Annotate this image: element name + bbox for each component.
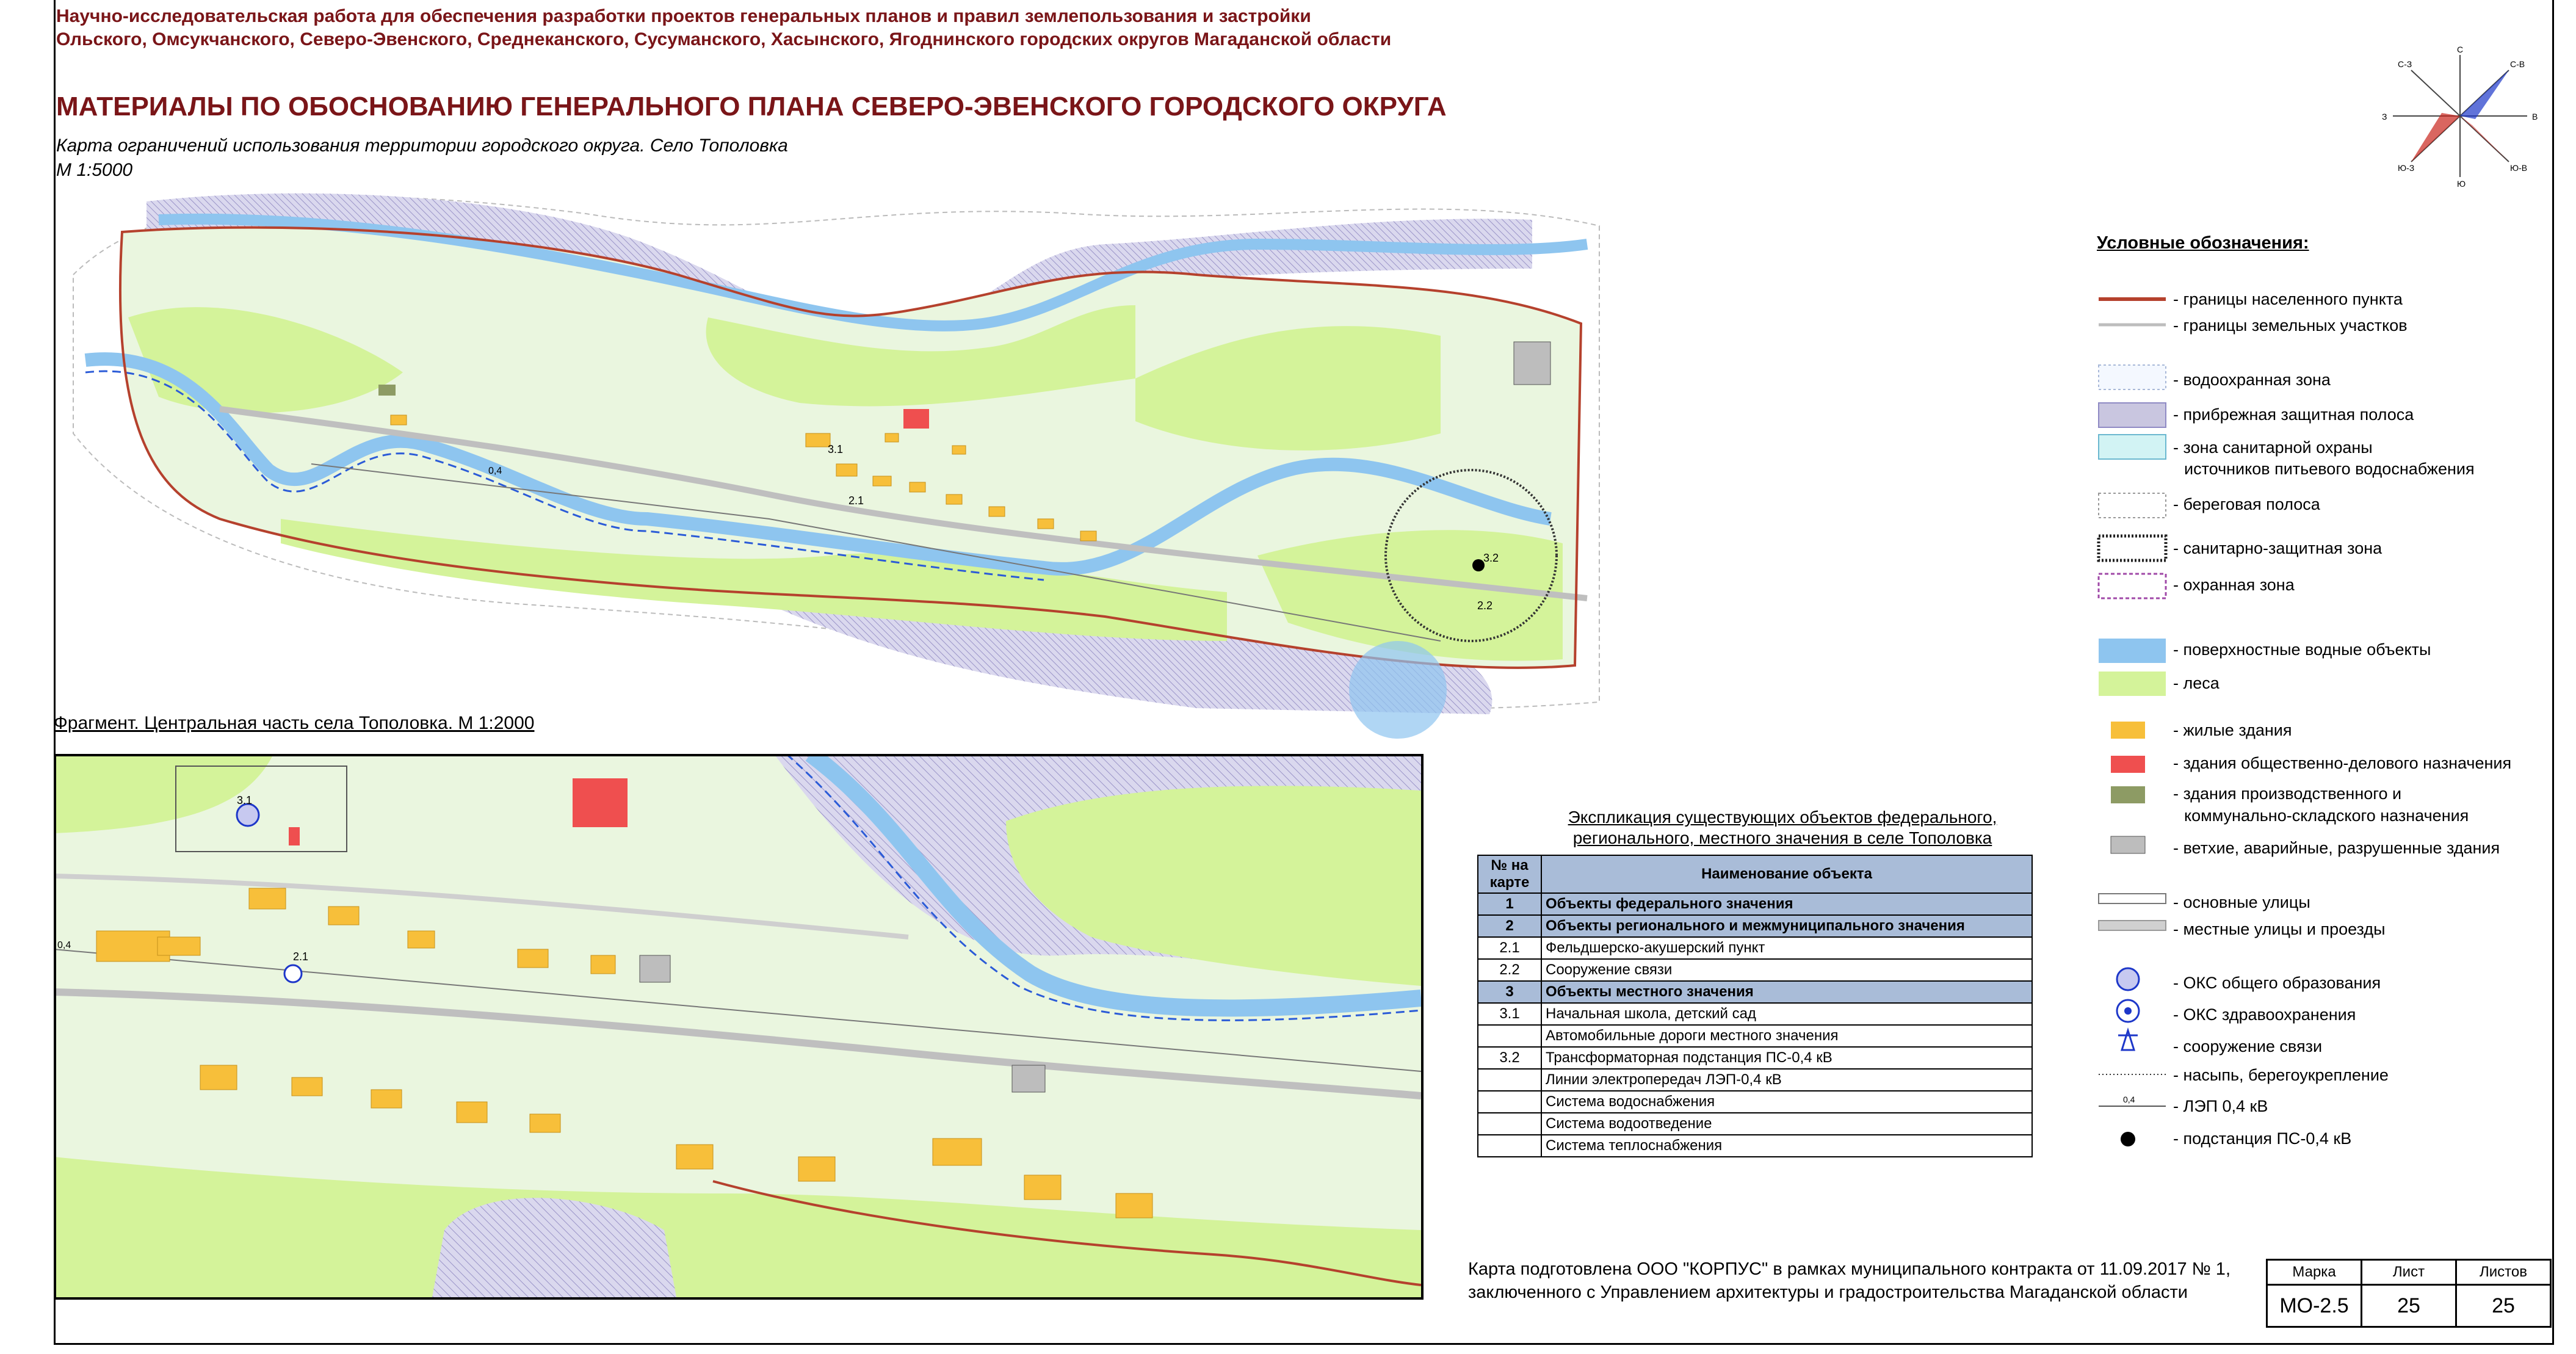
- explication-col-num: № на карте: [1478, 855, 1541, 893]
- explication-row: [1478, 1135, 2032, 1157]
- explication-row-num: [1478, 1091, 1541, 1113]
- public-building: [903, 409, 929, 429]
- label-comms: 2.2: [1477, 599, 1493, 612]
- compass-sw: Ю-З: [2398, 163, 2415, 173]
- explication-row-num: [1478, 1025, 1541, 1047]
- explication-row: [1478, 981, 2032, 1003]
- legend-swatch-sanitary-zone: [2099, 536, 2166, 560]
- compass-e: В: [2532, 112, 2538, 121]
- legend-swatch-public: [2111, 756, 2145, 773]
- stamp-header-mark: Марка: [2267, 1260, 2362, 1285]
- legend-item-power-line: - ЛЭП 0,4 кВ: [2173, 1097, 2268, 1115]
- project-header-line2: Ольского, Омсукчанского, Северо-Эвенского, Среднеканского, Сусуманского, Хасынского, Ягоднинского городских округов Магаданской области: [56, 29, 1392, 49]
- legend-swatch-local-street: [2099, 921, 2166, 930]
- compass-nw: С-З: [2398, 59, 2412, 69]
- ruined-building: [1514, 342, 1550, 385]
- explication-row-name: Объекты местного значения: [1541, 981, 2032, 1003]
- legend-swatch-security-zone: [2099, 574, 2166, 598]
- explication-body: [1478, 893, 2032, 1157]
- legend-item-water-bodies: - поверхностные водные объекты: [2173, 640, 2431, 659]
- compass-w: З: [2382, 112, 2387, 121]
- map-subtitle: Карта ограничений использования территории городского округа. Село Тополовка: [56, 136, 788, 156]
- explication-row-name: Автомобильные дороги местного значения: [1541, 1025, 2032, 1047]
- explication-row: [1478, 1113, 2032, 1135]
- explication-row-num: [1478, 1069, 1541, 1091]
- footer-line2: заключенного с Управлением архитектуры и градостроительства Магаданской области: [1468, 1283, 2188, 1302]
- explication-row: [1478, 1003, 2032, 1025]
- substation-marker: [1472, 559, 1485, 571]
- explication-header-row: [1478, 855, 2032, 893]
- legend-item-residential: - жилые здания: [2173, 721, 2292, 739]
- explication-row-num: [1478, 1113, 1541, 1135]
- explication-row: [1478, 1025, 2032, 1047]
- explication-row-name: Система водоснабжения: [1541, 1091, 2032, 1113]
- legend-item-security-zone: - охранная зона: [2173, 576, 2295, 594]
- explication-row-name: Система теплоснабжения: [1541, 1135, 2032, 1157]
- legend-swatch-main-street: [2099, 894, 2166, 903]
- stamp-sheet: 25: [2362, 1285, 2456, 1327]
- explication-row-name: Трансформаторная подстанция ПС-0,4 кВ: [1541, 1047, 2032, 1069]
- explication-row: [1478, 1047, 2032, 1069]
- legend-swatch-shoreline: [2099, 493, 2166, 518]
- fragment-label-school: 3.1: [237, 794, 253, 806]
- explication-row: [1478, 959, 2032, 981]
- legend-swatch-sanitary-water: [2099, 435, 2166, 459]
- explication-row-name: Фельдшерско-акушерский пункт: [1541, 937, 2032, 959]
- explication-row-num: 3.2: [1478, 1047, 1541, 1069]
- stamp-header-sheet: Лист: [2362, 1260, 2456, 1285]
- fragment-label-medical: 2.1: [293, 950, 309, 963]
- explication-title: [1477, 807, 2088, 849]
- compass-rose: [2368, 43, 2564, 189]
- label-substation: 3.2: [1483, 552, 1499, 564]
- explication-row-num: 2: [1478, 915, 1541, 937]
- explication-row: [1478, 1069, 2032, 1091]
- antenna-icon: [2118, 1030, 2138, 1050]
- map-title: МАТЕРИАЛЫ ПО ОБОСНОВАНИЮ ГЕНЕРАЛЬНОГО ПЛАНА СЕВЕРО-ЭВЕНСКОГО ГОРОДСКОГО ОКРУГА: [56, 92, 1447, 121]
- explication-row-name: Объекты федерального значения: [1541, 893, 2032, 915]
- legend-item-protective-strip: - прибрежная защитная полоса: [2173, 405, 2414, 424]
- title-block: [2266, 1259, 2552, 1328]
- legend-swatch-forest: [2099, 672, 2166, 696]
- explication-row-name: Объекты регионального и межмуниципального значения: [1541, 915, 2032, 937]
- explication-row: [1478, 915, 2032, 937]
- legend-item-sanitary-zone: - санитарно-защитная зона: [2173, 539, 2382, 557]
- explication-row-num: 1: [1478, 893, 1541, 915]
- footer-line1: Карта подготовлена ООО "КОРПУС" в рамках муниципального контракта от 11.09.2017 № 1,: [1468, 1259, 2230, 1279]
- water-body-circle: [1349, 641, 1447, 739]
- stamp-header-sheets: Листов: [2456, 1260, 2551, 1285]
- explication-table: [1477, 855, 2033, 1157]
- explication-row-name: Сооружение связи: [1541, 959, 2032, 981]
- explication-row-name: Начальная школа, детский сад: [1541, 1003, 2032, 1025]
- substation-icon: [2121, 1132, 2135, 1146]
- fragment-power-line-label: 0,4: [57, 940, 71, 950]
- legend-title: Условные обозначения:: [2097, 233, 2309, 253]
- legend-item-settlement-border: - границы населенного пункта: [2173, 290, 2403, 308]
- explication-title-line2: регионального, местного значения в селе Тополовка: [1572, 828, 1992, 847]
- legend-item-forest: - леса: [2173, 674, 2220, 692]
- explication-row-num: 2.2: [1478, 959, 1541, 981]
- fragment-caption: Фрагмент. Центральная часть села Тополовка. М 1:2000: [54, 713, 535, 733]
- legend-item-school: - ОКС общего образования: [2173, 974, 2381, 992]
- legend-symbols: [2094, 287, 2173, 1154]
- compass-s: Ю: [2457, 179, 2466, 189]
- legend-item-water-zone: - водоохранная зона: [2173, 371, 2331, 389]
- label-medical: 2.1: [848, 494, 864, 507]
- explication-row: [1478, 937, 2032, 959]
- explication-row-num: 3: [1478, 981, 1541, 1003]
- legend-swatch-protective-strip: [2099, 403, 2166, 427]
- legend-swatch-water-bodies: [2099, 639, 2166, 663]
- compass-n: С: [2457, 45, 2464, 54]
- label-school: 3.1: [828, 443, 844, 455]
- compass-se: Ю-В: [2510, 163, 2528, 173]
- explication-row-num: 2.1: [1478, 937, 1541, 959]
- legend-item-industrial-1: - здания производственного и: [2173, 784, 2402, 803]
- legend-item-land-plots: - границы земельных участков: [2173, 316, 2408, 335]
- legend-item-main-street: - основные улицы: [2173, 893, 2310, 911]
- stamp-mark: МО-2.5: [2267, 1285, 2362, 1327]
- explication-row-name: Система водоотведение: [1541, 1113, 2032, 1135]
- main-map: [37, 177, 1636, 739]
- legend-swatch-industrial: [2111, 786, 2145, 803]
- legend-item-public: - здания общественно-делового назначения: [2173, 754, 2512, 772]
- legend-item-comms: - сооружение связи: [2173, 1037, 2323, 1055]
- explication-row-name: Линии электропередач ЛЭП-0,4 кВ: [1541, 1069, 2032, 1091]
- legend-item-embankment: - насыпь, берегоукрепление: [2173, 1066, 2389, 1084]
- legend-item-sanitary-water-1: - зона санитарной охраны: [2173, 438, 2373, 457]
- legend-item-local-street: - местные улицы и проезды: [2173, 920, 2386, 938]
- legend-item-substation: - подстанция ПС-0,4 кВ: [2173, 1129, 2352, 1148]
- legend-item-health: - ОКС здравоохранения: [2173, 1005, 2356, 1024]
- legend-item-ruined: - ветхие, аварийные, разрушенные здания: [2173, 839, 2500, 857]
- project-header: [56, 5, 1391, 51]
- explication-row-num: 3.1: [1478, 1003, 1541, 1025]
- project-header-line1: Научно-исследовательская работа для обеспечения разработки проектов генеральных планов и правил землепользования и застройки: [56, 6, 1311, 26]
- explication-row: [1478, 893, 2032, 915]
- legend-swatch-water-zone: [2099, 365, 2166, 389]
- legend-swatch-power-line-label: 0,4: [2123, 1095, 2135, 1104]
- explication-row-num: [1478, 1135, 1541, 1157]
- explication-row: [1478, 1091, 2032, 1113]
- industrial-building: [378, 385, 396, 396]
- legend-swatch-ruined: [2111, 836, 2145, 853]
- map-scale: М 1:5000: [56, 160, 133, 180]
- explication-title-line1: Экспликация существующих объектов федерального,: [1568, 808, 1997, 827]
- legend-item-industrial-2: коммунально-складского назначения: [2184, 806, 2469, 825]
- health-icon-dot: [2124, 1007, 2132, 1015]
- footer-note: [1468, 1258, 2230, 1304]
- explication-col-name: Наименование объекта: [1541, 855, 2032, 893]
- compass-ne: С-В: [2510, 59, 2525, 69]
- legend-item-sanitary-water-2: источников питьевого водоснабжения: [2184, 460, 2475, 478]
- legend-swatch-residential: [2111, 722, 2145, 739]
- stamp-sheets: 25: [2456, 1285, 2551, 1327]
- legend-item-shoreline: - береговая полоса: [2173, 495, 2320, 513]
- school-icon: [2117, 968, 2139, 990]
- fragment-frame: [54, 754, 1424, 1300]
- power-line-label: 0,4: [488, 466, 502, 476]
